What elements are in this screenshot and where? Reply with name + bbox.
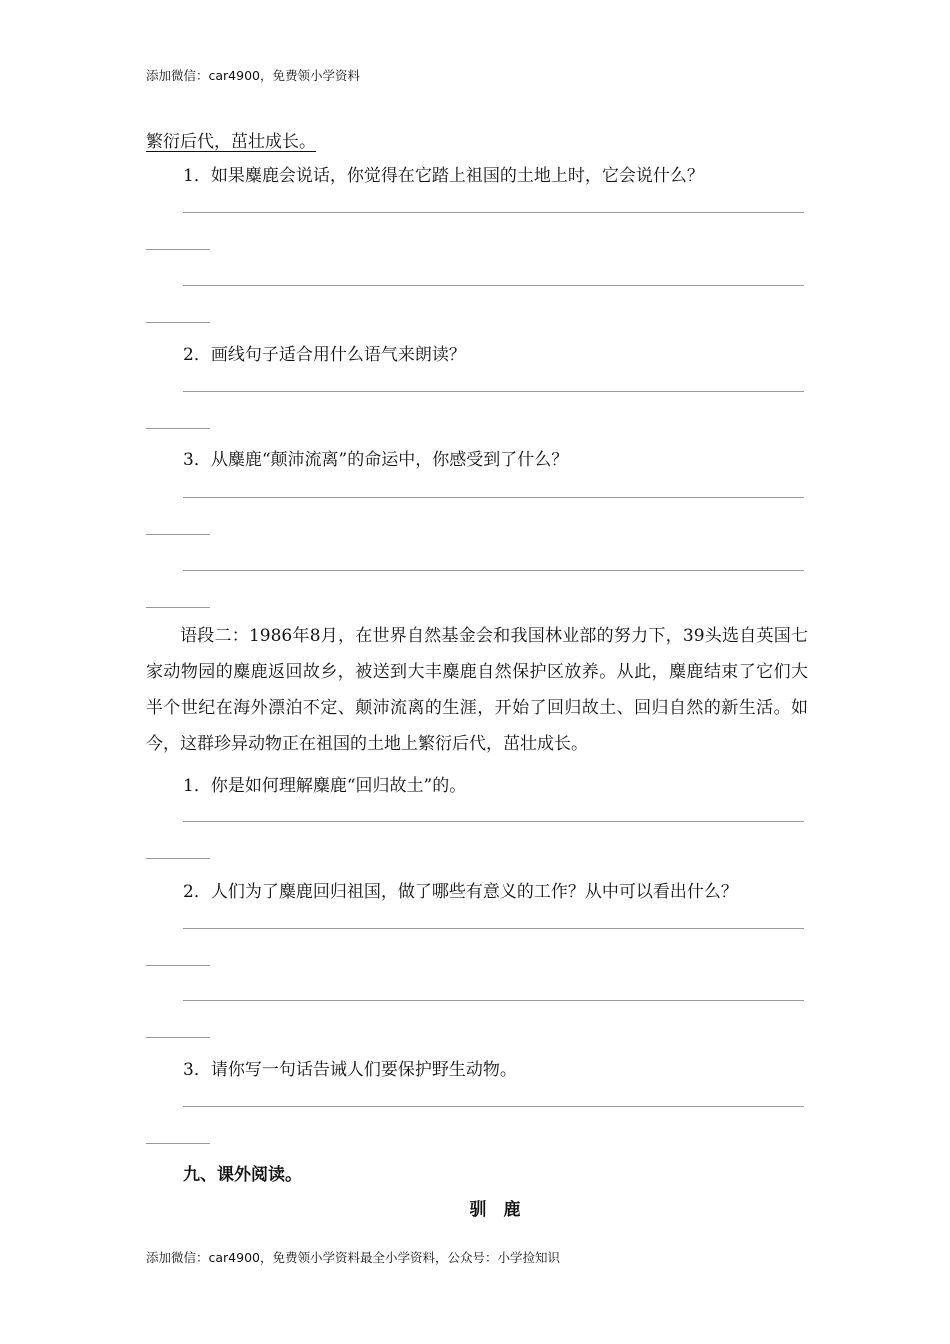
answer-line[interactable] <box>183 821 804 822</box>
carryover-sentence: 繁衍后代，茁壮成长。 <box>146 132 316 152</box>
question-p2-1: 1．你是如何理解麋鹿“回归故土”的。 <box>183 776 467 796</box>
answer-line-end[interactable] <box>146 249 210 250</box>
answer-line-end[interactable] <box>146 607 210 608</box>
answer-line[interactable] <box>183 1106 804 1107</box>
answer-line-end[interactable] <box>146 965 210 966</box>
question-p2-3: 3．请你写一句话告诫人们要保护野生动物。 <box>183 1060 517 1080</box>
answer-line[interactable] <box>183 928 804 929</box>
answer-line[interactable] <box>183 1000 804 1001</box>
section-heading: 九、课外阅读。 <box>183 1165 302 1185</box>
answer-line-end[interactable] <box>146 322 210 323</box>
answer-line-end[interactable] <box>146 428 210 429</box>
answer-line-end[interactable] <box>146 1037 210 1038</box>
answer-line-end[interactable] <box>146 858 210 859</box>
answer-line[interactable] <box>183 212 804 213</box>
answer-line[interactable] <box>183 391 804 392</box>
question-p2-2: 2．人们为了麋鹿回归祖国，做了哪些有意义的工作？从中可以看出什么？ <box>183 882 738 902</box>
question-p1-3: 3．从麋鹿“颠沛流离”的命运中，你感受到了什么？ <box>183 450 569 470</box>
answer-line[interactable] <box>183 497 804 498</box>
reading-title: 驯 鹿 <box>469 1200 521 1220</box>
answer-line[interactable] <box>183 285 804 286</box>
question-p1-1: 1．如果麋鹿会说话，你觉得在它踏上祖国的土地上时，它会说什么？ <box>183 166 704 186</box>
passage-2-text: 语段二：1986年8月，在世界自然基金会和我国林业部的努力下，39头选自英国七家动物园的麋鹿返回故乡，被送到大丰麋鹿自然保护区放养。从此，麋鹿结束了它们大半个世纪在海外漂泊不定、颠沛流离的生涯，开始了回归故土、回归自然的新生活。如今，这群珍异动物正在祖国的土地上繁衍后代，茁壮成长。 <box>146 626 808 754</box>
answer-line-end[interactable] <box>146 534 210 535</box>
page-footer: 添加微信：car4900，免费领小学资料最全小学资料，公众号：小学捡知识 <box>146 1250 560 1265</box>
answer-line[interactable] <box>183 570 804 571</box>
page-header: 添加微信：car4900，免费领小学资料 <box>146 68 360 83</box>
question-p1-2: 2．画线句子适合用什么语气来朗读？ <box>183 345 466 365</box>
answer-line-end[interactable] <box>146 1143 210 1144</box>
